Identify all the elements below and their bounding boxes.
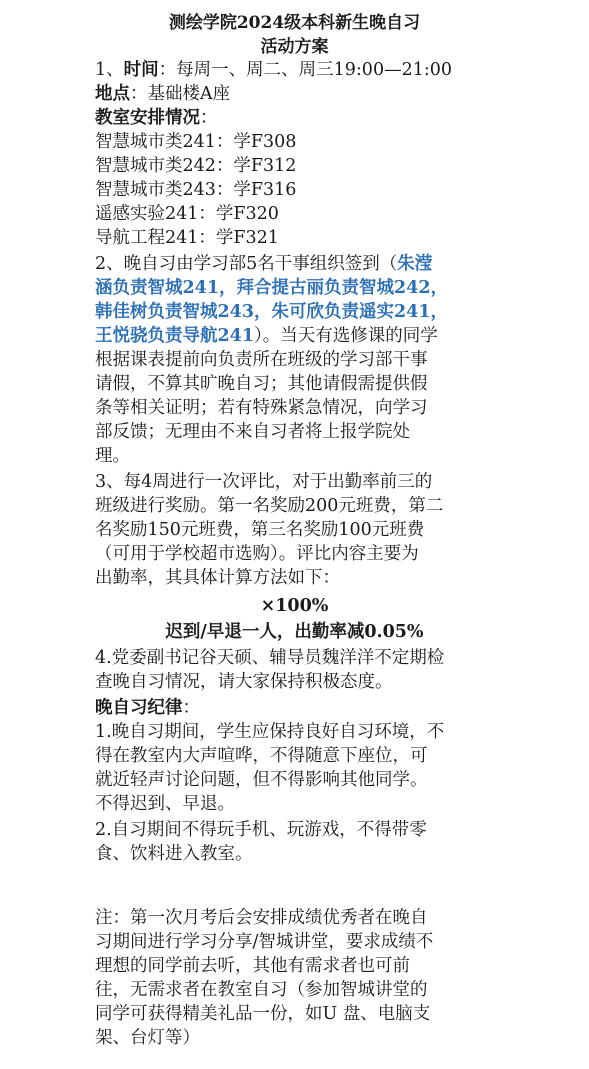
para2-line-8: 部反馈；无理由不来自习者将上报学院处 [95, 422, 410, 442]
signin-names-line-2: 涵负责智城241，拜合提古丽负责智城242， [95, 278, 449, 298]
para2-line-5: 根据课表提前向负责所在班级的学习部干事 [95, 350, 428, 370]
signin-names-line-3: 韩佳树负责智城243，朱可欣负责遥实241， [95, 302, 449, 322]
time-label: 时间 [123, 60, 159, 80]
room-item: 智慧城市类243：学F316 [95, 180, 297, 200]
place-value: ：基础楼A座 [130, 84, 231, 104]
formula-rule: 迟到/早退一人，出勤率减0.05% [165, 622, 424, 642]
room-item: 智慧城市类241：学F308 [95, 132, 297, 152]
discipline-heading-text: 晚自习纪律 [95, 698, 183, 718]
para4-line-2: 查晚自习情况，请大家保持积极态度。 [95, 672, 393, 692]
note-line-4: 往，无需求者在教室自习（参加智城讲堂的 [95, 980, 428, 1000]
title-line-2: 活动方案 [260, 37, 329, 57]
para2-line-1 [95, 252, 432, 276]
signin-names-line-4: 王悦骁负责导航241 [95, 326, 255, 346]
room-item: 导航工程241：学F321 [95, 228, 279, 248]
para2-line-9: 理。 [95, 446, 130, 466]
para3-line-3: 名奖励150元班费，第三名奖励100元班费 [95, 520, 425, 540]
para3-line-1: 3、每4周进行一次评比，对于出勤率前三的 [95, 472, 433, 492]
room-item: 遥感实验241：学F320 [95, 204, 279, 224]
discipline-heading-colon: ： [182, 698, 200, 718]
note-line-3: 理想的同学前去听，其他有需求者也可前 [95, 956, 410, 976]
room-heading-colon: ： [200, 108, 218, 128]
time-value: ：每周一、周二、周三19:00—21:00 [158, 60, 453, 80]
note-line-1: 注：第一次月考后会安排成绩优秀者在晚自 [95, 908, 428, 928]
discipline-2-line-1: 2.自习期间不得玩手机、玩游戏，不得带零 [95, 820, 427, 840]
title-line-1: 测绘学院2024级本科新生晚自习 [168, 13, 421, 33]
note-line-6: 架、台灯等） [95, 1028, 200, 1048]
note-line-5: 同学可获得精美礼品一份，如U 盘、电脑支 [95, 1004, 431, 1024]
discipline-2-line-2: 食、饮料进入教室。 [95, 844, 253, 864]
place-label: 地点 [95, 84, 130, 104]
room-item: 智慧城市类242：学F312 [95, 156, 297, 176]
para4-line-1: 4.党委副书记谷天硕、辅导员魏洋洋不定期检 [95, 648, 445, 668]
para3-line-2: 班级进行奖励。第一名奖励200元班费，第二 [95, 496, 444, 516]
para2-line-4 [95, 324, 438, 348]
discipline-1-line-4: 不得迟到、早退。 [95, 794, 235, 814]
time-line [95, 58, 452, 82]
discipline-1-line-3: 就近轻声讨论问题，但不得影响其他同学。 [95, 770, 428, 790]
discipline-1-line-1: 1.晚自习期间，学生应保持良好自习环境，不 [95, 722, 445, 742]
para2-line-7: 条等相关证明；若有特殊紧急情况，向学习 [95, 398, 428, 418]
note-line-2: 习期间进行学习分享/智城讲堂，要求成绩不 [95, 932, 434, 952]
para2-line-6: 请假，不算其旷晚自习；其他请假需提供假 [95, 374, 428, 394]
para2-text: ）。当天有选修课的同学 [254, 326, 438, 346]
signin-names: 朱滢 [397, 254, 433, 274]
discipline-1-line-2: 得在教室内大声喧哗，不得随意下座位，可 [95, 746, 428, 766]
formula: ×100% [260, 596, 329, 616]
time-number: 1、 [95, 60, 124, 80]
discipline-heading [95, 696, 200, 720]
para3-line-4: （可用于学校超市选购）。评比内容主要为 [95, 544, 419, 564]
room-heading-text: 教室安排情况 [95, 108, 200, 128]
para2-text: 2、晚自习由学习部5名干事组织签到（ [95, 254, 398, 274]
para3-line-5: 出勤率，其具体计算方法如下： [95, 568, 340, 588]
room-heading [95, 106, 218, 130]
place-line [95, 82, 230, 106]
